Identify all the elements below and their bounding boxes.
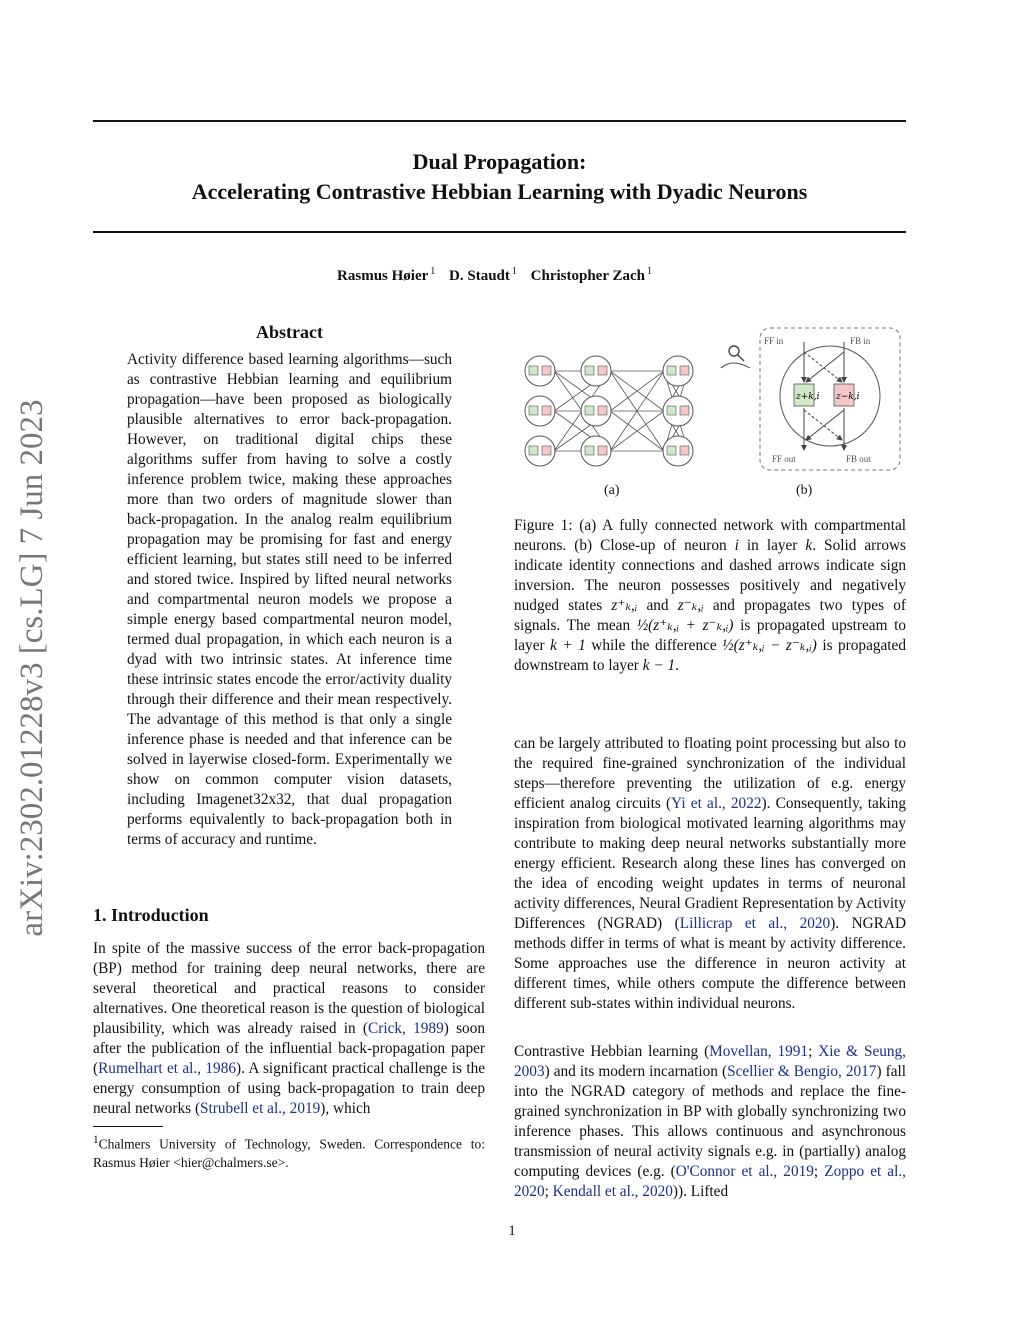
body-text: ; — [544, 1183, 553, 1200]
citation-link[interactable]: Yi et al., 2022 — [671, 795, 762, 812]
neuron-negative-compartment — [598, 446, 607, 455]
caption-text: in layer — [738, 537, 806, 554]
footnote — [93, 1131, 485, 1172]
body-text: ). NGRAD methods differ in terms of what is meant by activity difference. Some approaches use the difference in neuron activity at different times, while others compute the difference between different sub-states within individual neurons. — [514, 915, 906, 1012]
citation-link[interactable]: Movellan, 1991 — [709, 1043, 809, 1060]
body-text: ) and its modern incarnation ( — [544, 1063, 728, 1080]
caption-math: ½(z⁺ₖ,ᵢ + z⁻ₖ,ᵢ) — [636, 617, 734, 634]
subfigure-label-a: (a) — [604, 483, 620, 498]
caption-text: . — [675, 657, 679, 674]
ff-out-label: FF out — [772, 454, 796, 464]
abstract-heading: Abstract — [256, 322, 323, 342]
citation-link[interactable]: Scellier & Bengio, 2017 — [727, 1063, 877, 1080]
fb-out-label: FB out — [846, 454, 871, 464]
subfigure-label-b: (b) — [796, 483, 813, 498]
neuron-positive-compartment — [585, 406, 594, 415]
neuron-positive-compartment — [667, 446, 676, 455]
caption-text: Figure 1: (a) A fully connected network with compartmental neurons. (b) Close-up of neuron — [514, 517, 906, 554]
caption-text: while the difference — [585, 637, 723, 654]
neuron-negative-compartment — [542, 366, 551, 375]
caption-text: is propagated upstream to layer — [514, 617, 906, 654]
caption-math: i — [734, 537, 739, 554]
intro-text: In spite of the massive success of the error back-propagation (BP) method for training deep neural networks, there are several theoretical and practical reasons to consider alternatives. One theoretical reason is the question of biological plausibility, which was already raised in ( — [93, 940, 485, 1037]
citation-link[interactable]: Crick, 1989 — [368, 1020, 444, 1037]
neuron-negative-compartment — [680, 406, 689, 415]
paper-title-line2: Accelerating Contrastive Hebbian Learning with Dyadic Neurons — [191, 179, 808, 204]
paper-title-line1: Dual Propagation: — [412, 149, 587, 174]
body-text: can be largely attributed to floating point processing but also to the required fine-grained synchronization of the individual steps—therefore preventing the utilization of e.g. energy efficient analog circuits ( — [514, 735, 906, 812]
citation-link[interactable]: Rumelhart et al., 1986 — [98, 1060, 237, 1077]
neuron-positive-compartment — [667, 406, 676, 415]
page-number: 1 — [508, 1223, 516, 1239]
citation-link[interactable]: Zoppo et al., 2020 — [514, 1163, 906, 1200]
neuron-positive-compartment — [585, 366, 594, 375]
network-neurons — [525, 356, 693, 466]
abstract-body — [127, 350, 452, 850]
intro-text: ) soon after the publication of the influential back-propagation paper ( — [93, 1020, 485, 1077]
author-name: Rasmus Høier — [337, 268, 429, 284]
citation-link[interactable]: Kendall et al., 2020 — [552, 1183, 673, 1200]
intro-paragraph — [93, 939, 485, 1119]
fb-in-label: FB in — [850, 336, 871, 346]
neuron-positive-compartment — [667, 366, 676, 375]
neuron-negative-compartment — [680, 366, 689, 375]
figure-caption — [514, 516, 906, 676]
neuron-positive-compartment — [529, 446, 538, 455]
ff-in-label: FF in — [764, 336, 784, 346]
body-paragraph — [514, 734, 906, 1014]
top-rule — [93, 120, 906, 122]
citation-link[interactable]: Xie & Seung, 2003 — [514, 1043, 907, 1080]
caption-math: k + 1 — [550, 637, 586, 654]
arxiv-stamp: arXiv:2302.01228v3 [cs.LG] 7 Jun 2023 — [14, 399, 50, 937]
z-plus-label: z+k,i — [796, 392, 820, 402]
intro-text: ). A significant practical challenge is the energy consumption of using back-propagation to train deep neural networks ( — [93, 1060, 486, 1117]
section-heading-introduction: 1. Introduction — [93, 905, 209, 925]
body-paragraph — [514, 1042, 906, 1202]
footnote-rule — [93, 1126, 163, 1127]
body-text: ; — [808, 1043, 819, 1060]
footnote-mark: 1 — [93, 1134, 99, 1146]
figure-1-svg — [514, 322, 906, 482]
body-text: ; — [813, 1163, 825, 1180]
neuron-positive-compartment — [585, 446, 594, 455]
author-name: D. Staudt — [449, 268, 510, 284]
neuron-positive-compartment — [529, 366, 538, 375]
caption-text: is propagated downstream to layer — [514, 637, 906, 674]
intro-text: ), which — [320, 1100, 371, 1117]
author-affiliation: 1 — [430, 266, 436, 277]
neuron-negative-compartment — [542, 406, 551, 415]
author-list — [93, 266, 906, 285]
author-affiliation: 1 — [646, 266, 652, 277]
z-minus-label: z−k,i — [836, 392, 860, 402]
neuron-positive-compartment — [529, 406, 538, 415]
caption-math: k − 1 — [642, 657, 676, 674]
caption-text: and propagates two types of signals. The mean — [514, 597, 906, 634]
citation-link[interactable]: O'Connor et al., 2019 — [675, 1163, 814, 1180]
caption-text: and — [637, 597, 678, 614]
figure-1 — [514, 322, 906, 482]
abstract-text: Activity difference based learning algorithms—such as contrastive Hebbian learning and equilibrium propagation—have been proposed as biologically plausible alternatives to error back-propagation. However, on traditional digital chips these algorithms suffer from having to solve a costly inference problem twice, making these approaches more than two orders of magnitude slower than back-propagation. In the analog realm equilibrium propagation may be promising for fast and energy efficient learning, but states still need to be inferred and stored twice. Inspired by lifted neural networks and compartmental neuron models we propose a simple energy based compartmental neuron model, termed dual propagation, in which each neuron is a dyad with two intrinsic states. At inference time these intrinsic states encode the error/activity duality through their difference and their mean respectively. The advantage of this method is that only a single inference phase is needed and that inference can be solved in layerwise closed-form. Experimentally we show on common computer vision datasets, including Imagenet32x32, that dual propagation performs equivalently to back-propagation both in terms of accuracy and runtime. — [127, 351, 452, 848]
author-name: Christopher Zach — [530, 268, 645, 284]
magnifier-icon — [721, 346, 750, 368]
body-text: )). Lifted — [672, 1183, 729, 1200]
neuron-negative-compartment — [598, 406, 607, 415]
neuron-negative-compartment — [542, 446, 551, 455]
body-text: Contrastive Hebbian learning ( — [514, 1043, 710, 1060]
caption-math: k — [805, 537, 813, 554]
neuron-negative-compartment — [680, 446, 689, 455]
neuron-negative-compartment — [598, 366, 607, 375]
citation-link[interactable]: Strubell et al., 2019 — [200, 1100, 321, 1117]
caption-math: z⁻ₖ,ᵢ — [677, 597, 704, 614]
caption-math: z⁺ₖ,ᵢ — [611, 597, 638, 614]
body-text: ). Consequently, taking inspiration from biological motivated learning algorithms may contribute to making deep neural networks substantially more energy efficient. Research along these lines has converged on the idea of encoding weight updates in terms of neuronal activity differences, Neural Gradient Representation by Activity Differences (NGRAD) ( — [514, 795, 907, 932]
body-text: ) fall into the NGRAD category of methods and replace the fine-grained synchronization in BP with globally synchronizing two inference phases. This allows continuous and asynchronous transmission of neural activity signals e.g. in (partially) analog computing devices (e.g. ( — [514, 1063, 906, 1180]
citation-link[interactable]: Lillicrap et al., 2020 — [679, 915, 831, 932]
footnote-text: Chalmers University of Technology, Sweden. Correspondence to: Rasmus Høier <hier@chalmers.se>. — [93, 1136, 485, 1170]
bottom-rule — [93, 231, 906, 233]
caption-text: . Solid arrows indicate identity connections and dashed arrows indicate sign inversion. The neuron possesses positively and negatively nudged states — [514, 537, 907, 614]
author-affiliation: 1 — [511, 266, 517, 277]
caption-math: ½(z⁺ₖ,ᵢ − z⁻ₖ,ᵢ) — [722, 637, 817, 654]
